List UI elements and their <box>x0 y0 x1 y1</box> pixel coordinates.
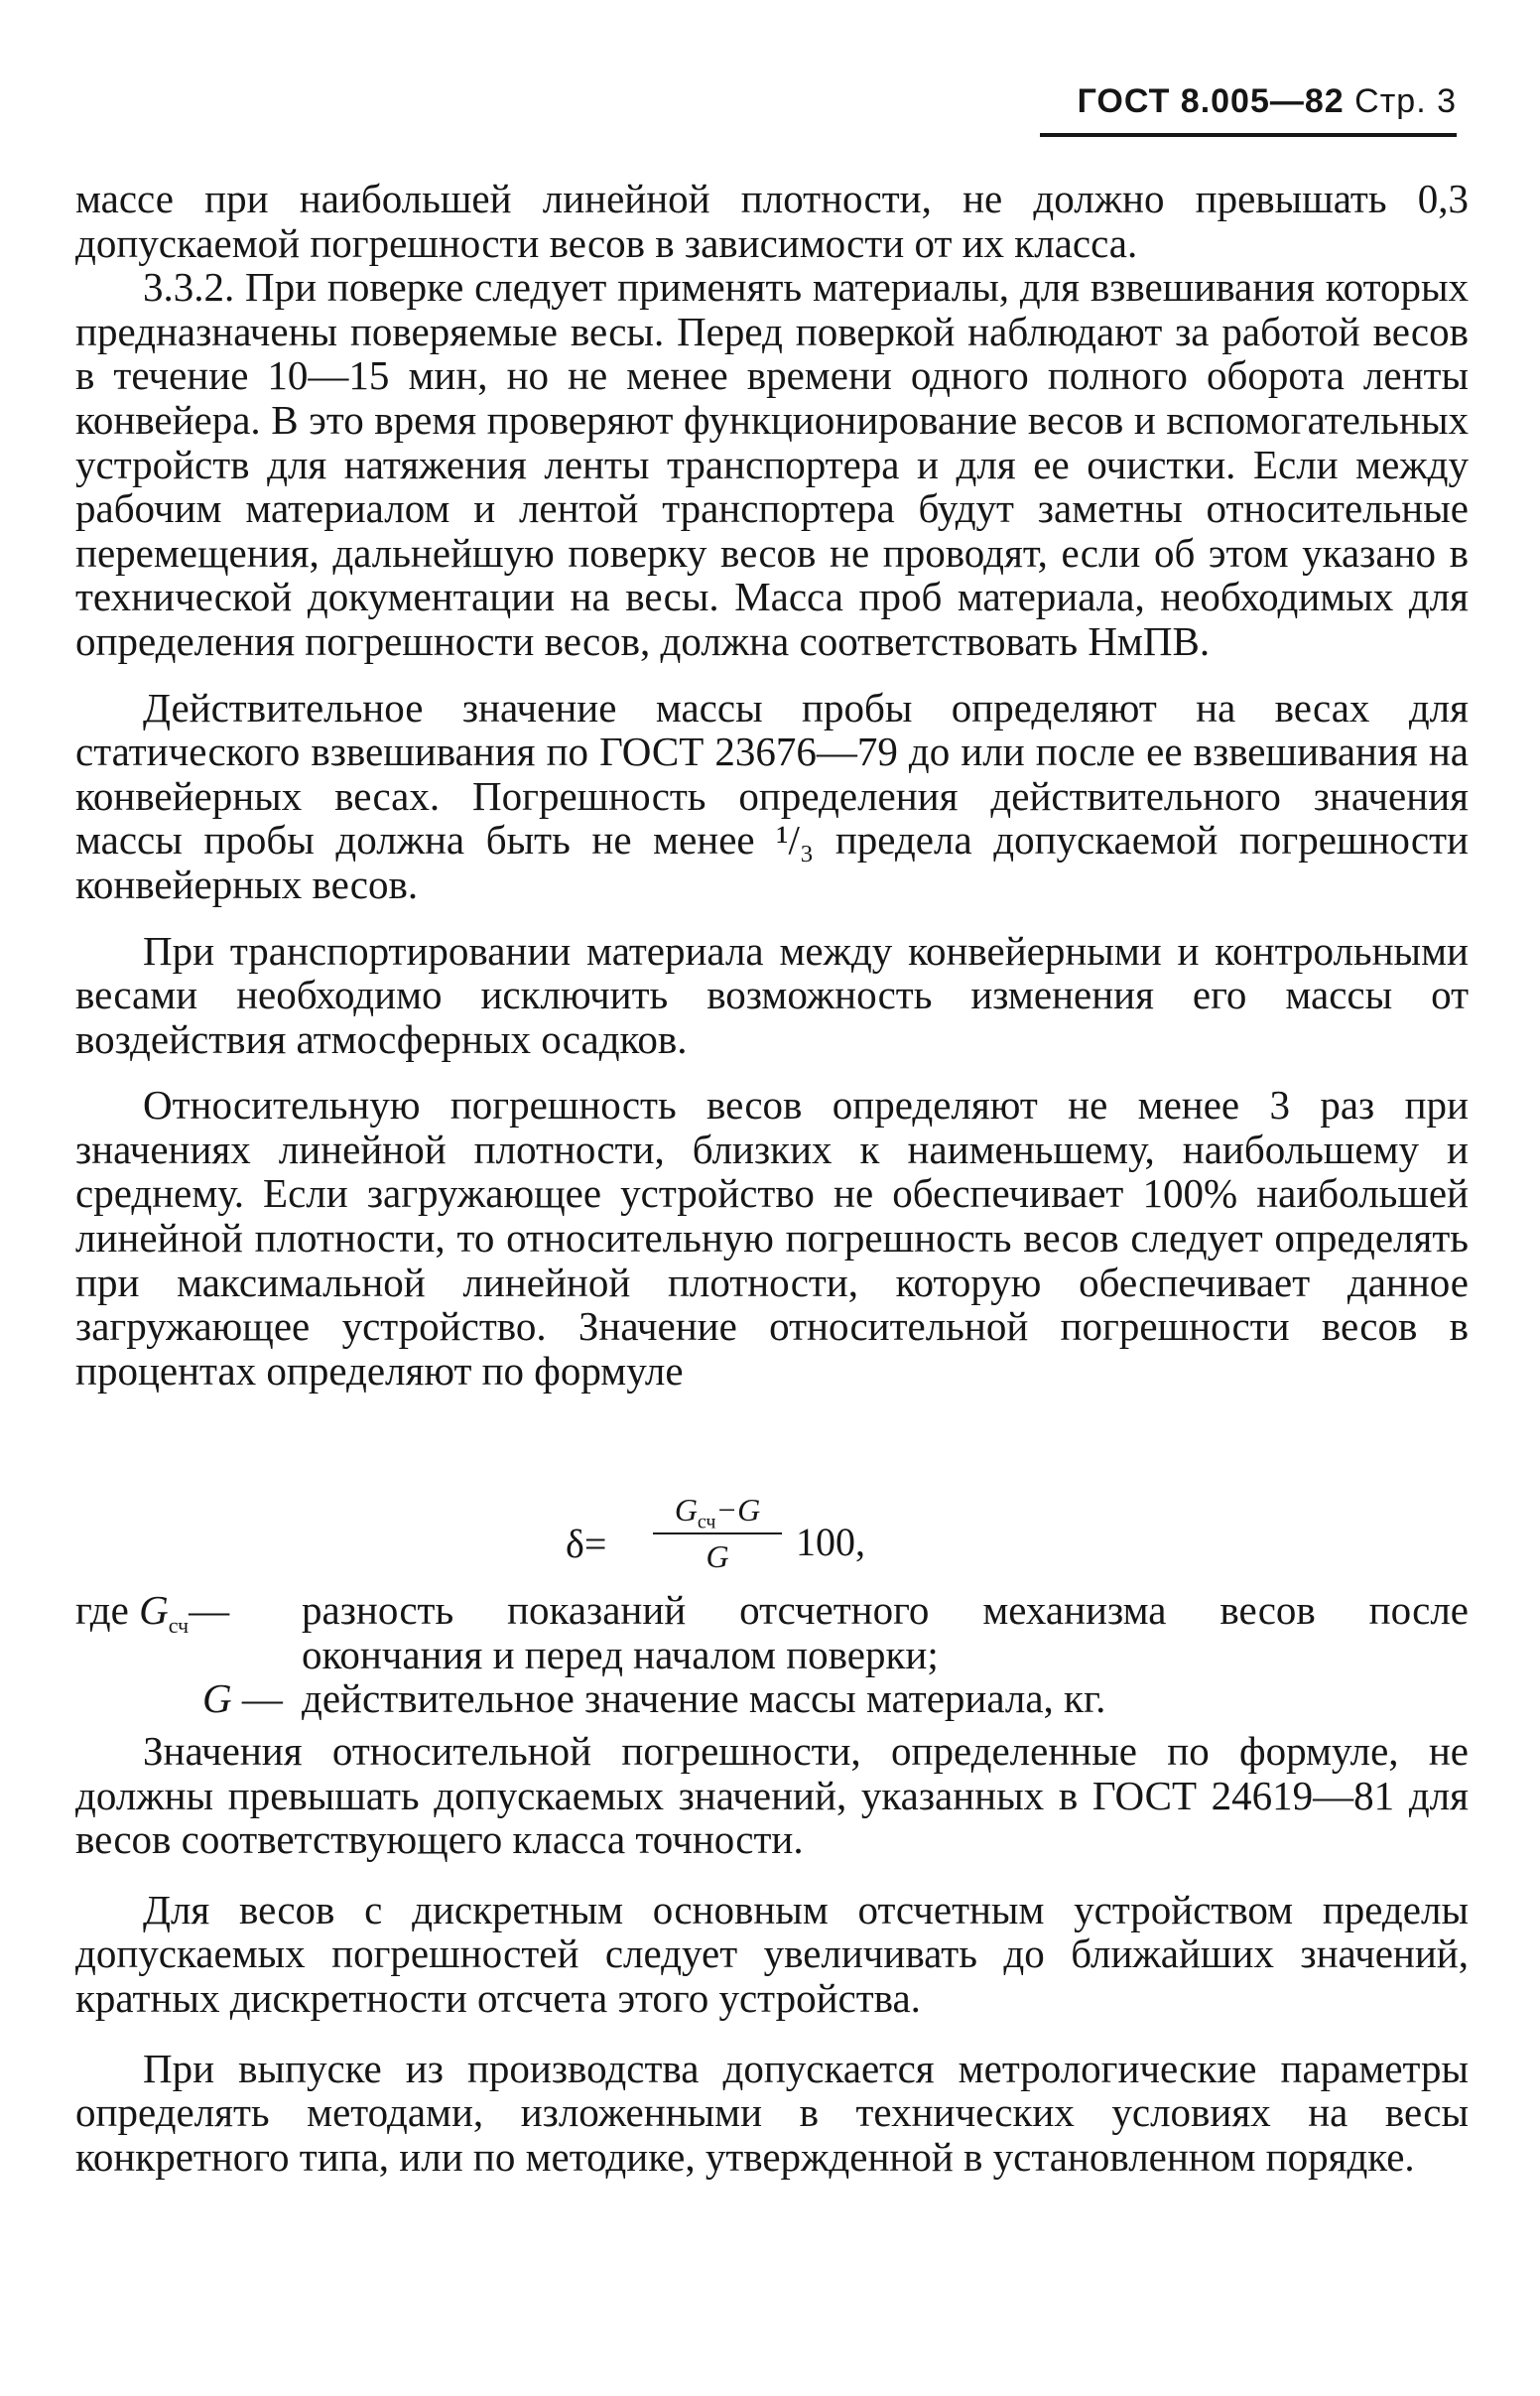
formula-denominator: G <box>706 1538 729 1574</box>
paragraph-production: При выпуске из производства допускается метрологические параметры определять методами, изложенными в технических условиях на весы конкретного типа, или по методике, утвержденной в установленном порядке. <box>75 2045 1469 2180</box>
where-block <box>75 1588 1469 1721</box>
formula-fraction <box>653 1489 782 1576</box>
paragraph-continuation: массе при наибольшей линейной плотности, не должно превышать 0,3 допускаемой погрешности весов в зависимости от их класса. <box>75 176 1469 266</box>
where-row-2 <box>75 1633 1469 1677</box>
fraction-bar <box>653 1532 782 1534</box>
formula-factor: 100, <box>796 1520 865 1564</box>
tail-text <box>75 1729 1469 2179</box>
paragraph-transport: При транспортировании материала между конвейерными и контрольными весами необходимо исключить возможность изменения его массы от воздействия атмосферных осадков. <box>75 927 1469 1062</box>
where-def-1-cont: окончания и перед началом поверки; <box>302 1631 939 1677</box>
standard-number: ГОСТ 8.005—82 <box>1077 82 1345 120</box>
paragraph-limits: Значения относительной погрешности, определенные по формуле, не должны превышать допускаемых значений, указанных в ГОСТ 24619—81 для весов соответствующего класса точности. <box>75 1728 1469 1863</box>
where-term-1: где $G_{сч}—$ <box>75 1587 230 1639</box>
where-def-1: разность показаний отсчетного механизма весов после <box>302 1587 1469 1633</box>
where-row-1 <box>75 1587 1469 1639</box>
page-number: Стр. 3 <box>1354 82 1457 120</box>
where-def-2: действительное значение массы материала, кг. <box>302 1675 1106 1722</box>
paragraph-discrete: Для весов с дискретным основным отсчетным устройством пределы допускаемых погрешностей следует увеличивать до ближайших значений, кратных дискретности отсчета этого устройства. <box>75 1886 1469 2021</box>
paragraph-actual-mass: Действительное значение массы пробы определяют на весах для статического взвешивания по ГОСТ 23676—79 до или после ее взвешивания на конвейерных весах. Погрешность определения действительного значения массы пробы должна быть не менее ¹/₃ предела допускаемой погрешности конвейерных весов. <box>75 684 1469 907</box>
page-header <box>1040 77 1457 137</box>
main-text <box>75 177 1469 1393</box>
paragraph-3-3-2: 3.3.2. При поверке следует применять материалы, для взвешивания которых предназначены поверяемые весы. Перед поверкой наблюдают за работой весов в течение 10—15 мин, но не менее времени одного полного оборота ленты конвейера. В это время проверяют функционирование весов и вспомогательных устройств для натяжения ленты транспортера и для ее очистки. Если между рабочим материалом и лентой транспортера будут заметны относительные перемещения, дальнейшую поверку весов не проводят, если об этом указано в технической документации на весы. Масса проб материала, необходимых для определения погрешности весов, должна соответствовать НмПВ. <box>75 264 1469 664</box>
formula <box>566 1489 982 1578</box>
where-row-3 <box>75 1676 1469 1721</box>
formula-numerator: $G_{сч}-G$ <box>674 1492 761 1533</box>
formula-lhs: δ= <box>566 1522 607 1566</box>
paragraph-relative-error: Относительную погрешность весов определяют не менее 3 раз при значениях линейной плотности, близких к наименьшему, наибольшему и среднему. Если загружающее устройство не обеспечивает 100% наибольшей линейной плотности, то относительную погрешность весов следует определять при максимальной линейной плотности, которую обеспечивает данное загружающее устройство. Значение относительной погрешности весов в процентах определяют по формуле <box>75 1082 1469 1394</box>
where-term-2: G — <box>202 1675 283 1722</box>
